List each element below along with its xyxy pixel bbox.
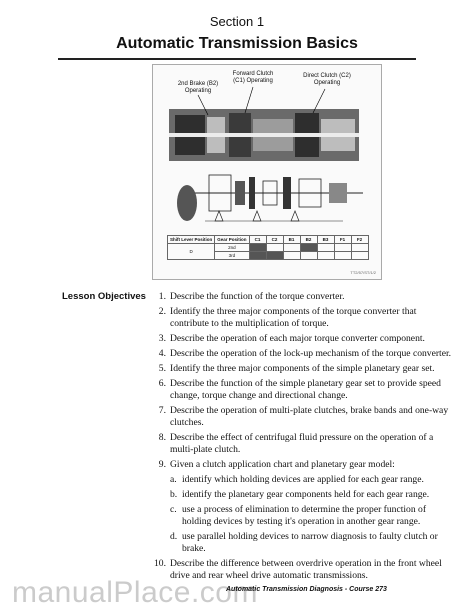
list-item [152, 291, 452, 303]
applied-cell [249, 252, 266, 260]
direct-clutch-label: Direct Clutch (C2) Operating [303, 73, 351, 86]
watermark: manualPlace.com [12, 576, 258, 609]
table-header: F1 [334, 236, 351, 244]
item-text: Describe the operation of multi-plate clutches, brake bands and one-way clutches. [170, 405, 449, 428]
table-cell [317, 244, 334, 252]
table-header: B2 [300, 236, 317, 244]
list-item [152, 432, 452, 456]
table-header: F2 [351, 236, 368, 244]
table-header: Gear Position [215, 236, 249, 244]
item-number: 5. [158, 363, 166, 374]
applied-cell [300, 244, 317, 252]
item-text: Describe the operation of the lock-up mechanism of the torque converter. [170, 348, 452, 359]
sub-item-text: use a process of elimination to determine the proper function of holding devices by testing it's operation in another gear range. [182, 504, 427, 527]
table-header: B3 [317, 236, 334, 244]
sub-item-letter: d. [170, 531, 178, 542]
figure-code: TT2/57/ST/1/2 [350, 270, 376, 275]
item-number: 8. [158, 432, 166, 443]
sub-objectives-list [170, 474, 452, 555]
shift-lever-cell: D [168, 244, 215, 260]
applied-cell [266, 252, 283, 260]
item-number: 4. [158, 348, 166, 359]
item-text: Describe the function of the torque converter. [170, 291, 345, 302]
table-cell [300, 252, 317, 260]
item-number: 3. [158, 333, 166, 344]
forward-clutch-label: Forward Clutch (C1) Operating [232, 71, 274, 84]
lesson-objectives-heading: Lesson Objectives [62, 291, 146, 302]
sub-list-item [170, 489, 452, 501]
item-number: 2. [158, 306, 166, 317]
applied-cell [249, 244, 266, 252]
item-number: 9. [158, 459, 166, 470]
sub-item-text: identify the planetary gear components held for each gear range. [182, 489, 430, 500]
sub-item-letter: b. [170, 489, 178, 500]
page-title: Automatic Transmission Basics [116, 35, 358, 52]
sub-item-letter: c. [170, 504, 177, 515]
list-item [152, 363, 452, 375]
table-cell [334, 244, 351, 252]
table-header: B1 [283, 236, 300, 244]
table-cell [351, 244, 368, 252]
table-row [168, 244, 369, 252]
title-divider [58, 58, 416, 60]
section-label: Section 1 [209, 14, 265, 29]
list-item [152, 378, 452, 402]
page-footer: Automatic Transmission Diagnosis - Course 273 [226, 586, 387, 593]
item-text: Describe the function of the simple planetary gear set to provide speed change, torque change and directional change. [170, 378, 441, 401]
table-cell [334, 252, 351, 260]
sub-list-item [170, 504, 452, 528]
sub-list-item [170, 474, 452, 486]
table-cell [283, 244, 300, 252]
sub-item-text: use parallel holding devices to narrow diagnosis to faulty clutch or brake. [182, 531, 438, 554]
table-header: C2 [266, 236, 283, 244]
sub-list-item [170, 531, 452, 555]
gear-cell: 3rd [215, 252, 249, 260]
item-text: Describe the effect of centrifugal fluid pressure on the operation of a multi-plate clutch. [170, 432, 434, 455]
table-cell [283, 252, 300, 260]
gear-cell: 2nd [215, 244, 249, 252]
table-header: Shift Lever Position [168, 236, 215, 244]
item-text: Describe the difference between overdrive operation in the front wheel drive and rear wheel drive automatic transmissions. [170, 558, 442, 581]
brake-b2-label: 2nd Brake (B2) Operating [177, 81, 219, 94]
clutch-application-table [167, 235, 369, 260]
list-item [152, 348, 452, 360]
table-header: C1 [249, 236, 266, 244]
item-text: Identify the three major components of the simple planetary gear set. [170, 363, 435, 374]
list-item [152, 459, 452, 555]
sub-item-text: identify which holding devices are applied for each gear range. [182, 474, 424, 485]
table-cell [266, 244, 283, 252]
list-item [152, 405, 452, 429]
item-number: 10. [154, 558, 166, 569]
item-number: 1. [158, 291, 166, 302]
item-text: Given a clutch application chart and planetary gear model: [170, 459, 395, 470]
transmission-figure [152, 64, 382, 280]
list-item [152, 306, 452, 330]
table-cell [351, 252, 368, 260]
item-number: 7. [158, 405, 166, 416]
item-number: 6. [158, 378, 166, 389]
list-item [152, 333, 452, 345]
item-text: Identify the three major components of the torque converter that contribute to the multiplication of torque. [170, 306, 417, 329]
table-cell [317, 252, 334, 260]
objectives-list [152, 291, 452, 585]
sub-item-letter: a. [170, 474, 177, 485]
item-text: Describe the operation of each major torque converter component. [170, 333, 425, 344]
